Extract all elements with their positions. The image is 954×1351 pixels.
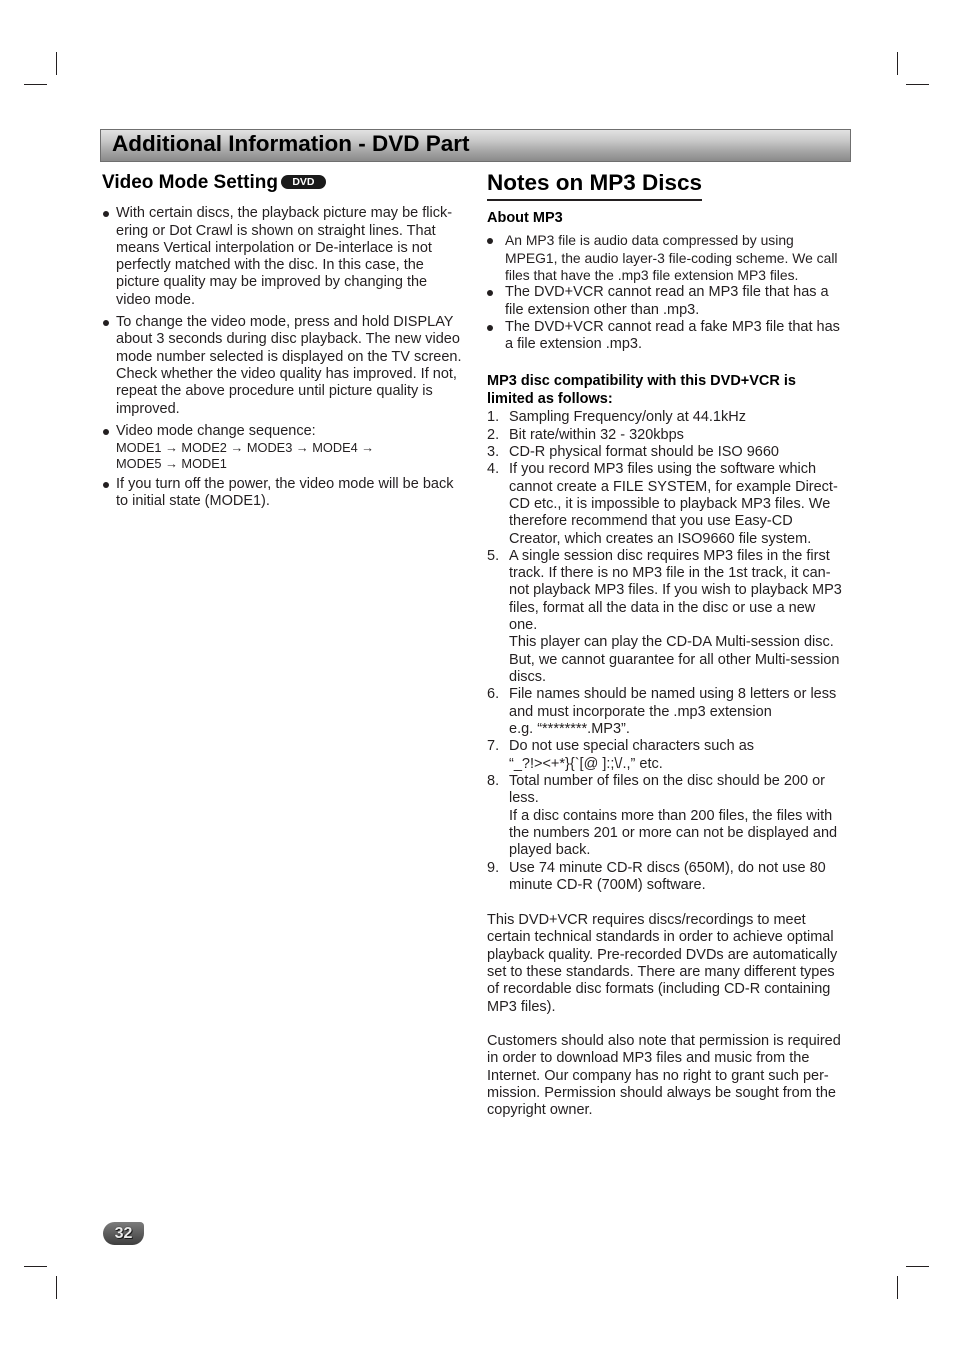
text-line: files that have the .mp3 file extension MP3 files. bbox=[505, 266, 799, 283]
item-number: 6. bbox=[487, 686, 500, 703]
text-line: A single session disc requires MP3 files in the first bbox=[509, 547, 830, 564]
numbered-item bbox=[487, 686, 851, 738]
text-line: and must incorporate the .mp3 extension bbox=[509, 703, 772, 720]
bullet-item bbox=[102, 205, 468, 309]
crop-mark bbox=[56, 1276, 57, 1299]
text-line: therefore recommend that you use Easy-CD bbox=[509, 513, 793, 530]
compatibility-list bbox=[487, 409, 851, 894]
bullet-dot bbox=[487, 325, 493, 331]
text-line: mode number selected is displayed on the TV screen. bbox=[116, 348, 462, 365]
text-line: one. bbox=[509, 617, 538, 634]
text-line: played back. bbox=[509, 842, 591, 859]
standards-paragraph bbox=[487, 912, 851, 1016]
item-number: 3. bbox=[487, 443, 500, 460]
item-number: 7. bbox=[487, 738, 500, 755]
text-line: discs. bbox=[509, 669, 547, 686]
text-line: less. bbox=[509, 790, 539, 807]
crop-mark bbox=[24, 1266, 47, 1267]
crop-mark bbox=[897, 1276, 898, 1299]
about-mp3-heading: About MP3 bbox=[487, 210, 563, 226]
text-line: Creator, which creates an ISO9660 file system. bbox=[509, 530, 812, 547]
text-line: This DVD+VCR requires discs/recordings to meet bbox=[487, 912, 806, 929]
numbered-item bbox=[487, 444, 851, 461]
text-line: files, format all the data in the disc or use a new bbox=[509, 599, 816, 616]
text-line: picture quality may be improved by changing the bbox=[116, 274, 428, 291]
numbered-item bbox=[487, 773, 851, 860]
text-line: Bit rate/within 32 - 320kbps bbox=[509, 426, 684, 443]
item-number: 5. bbox=[487, 547, 500, 564]
video-mode-heading: Video Mode Setting bbox=[102, 172, 278, 193]
text-line: The DVD+VCR cannot read a fake MP3 file that has bbox=[505, 318, 840, 335]
bullet-dot bbox=[103, 320, 109, 326]
text-line: mission. Permission should always be sought from the bbox=[487, 1085, 836, 1101]
text-line: Use 74 minute CD-R discs (650M), do not use 80 bbox=[509, 859, 826, 876]
text-line: If a disc contains more than 200 files, the files with bbox=[509, 807, 833, 824]
page-section-title: Additional Information - DVD Part bbox=[112, 131, 470, 156]
text-line: file extension other than .mp3. bbox=[505, 301, 700, 318]
numbered-item bbox=[487, 548, 851, 687]
text-line: Check whether the video quality has improved. If not, bbox=[116, 365, 457, 382]
page-number-tab bbox=[103, 1222, 144, 1245]
text-line: Internet. Our company has no right to grant such per- bbox=[487, 1067, 829, 1084]
text-line: certain technical standards in order to achieve optimal bbox=[487, 929, 834, 946]
text-line: minute CD-R (700M) software. bbox=[509, 877, 706, 894]
text-line: If you turn off the power, the video mode will be back bbox=[116, 476, 454, 493]
bullet-item bbox=[102, 423, 468, 471]
text-line: not playback MP3 files. If you wish to playback MP3 bbox=[509, 582, 842, 599]
text-line: “_?!><+*}{`[@ ]:;\/.,” etc. bbox=[509, 755, 663, 772]
video-mode-section bbox=[102, 171, 468, 516]
text-line: MP3 files). bbox=[487, 998, 556, 1015]
text-line: video mode. bbox=[116, 291, 195, 308]
text-line: CD etc., it is impossible to playback MP3 files. We bbox=[509, 495, 831, 512]
numbered-item bbox=[487, 461, 851, 548]
text-line: in order to download MP3 files and music from the bbox=[487, 1050, 810, 1067]
text-line: This player can play the CD-DA Multi-session disc. bbox=[509, 634, 834, 651]
numbered-item bbox=[487, 738, 851, 773]
text-line: MODE5 → MODE1 bbox=[116, 455, 227, 471]
text-line: An MP3 file is audio data compressed by using bbox=[505, 232, 794, 249]
bullet-item bbox=[487, 284, 851, 319]
bullet-item bbox=[487, 319, 851, 354]
text-line: a file extension .mp3. bbox=[505, 336, 643, 353]
text-line: CD-R physical format should be ISO 9660 bbox=[509, 443, 779, 460]
mp3-notes-heading: Notes on MP3 Discs bbox=[487, 170, 702, 201]
video-mode-bullet-list bbox=[102, 205, 468, 510]
item-number: 8. bbox=[487, 773, 500, 790]
bullet-dot bbox=[487, 290, 493, 296]
text-line: But, we cannot guarantee for all other Multi-session bbox=[509, 651, 840, 668]
numbered-item bbox=[487, 860, 851, 895]
mp3-notes-section bbox=[487, 170, 851, 1120]
text-line: perfectly matched with the disc. In this case, the bbox=[116, 257, 424, 274]
text-line: Video mode change sequence: bbox=[116, 422, 316, 439]
text-line: means Vertical interpolation or De-interlace is not bbox=[116, 239, 432, 256]
bullet-dot bbox=[103, 211, 109, 217]
numbered-item bbox=[487, 409, 851, 426]
text-line: Do not use special characters such as bbox=[509, 738, 755, 755]
text-line: set to these standards. There are many different types bbox=[487, 964, 835, 981]
item-number: 2. bbox=[487, 426, 500, 443]
text-line: File names should be named using 8 letters or less bbox=[509, 686, 837, 703]
crop-mark bbox=[906, 1266, 929, 1267]
bullet-dot bbox=[103, 429, 109, 435]
page-number: 32 bbox=[114, 1225, 133, 1242]
about-mp3-bullet-list bbox=[487, 232, 851, 353]
text-line: of recordable disc formats (including CD-R containing bbox=[487, 981, 831, 998]
video-mode-heading-row bbox=[102, 171, 468, 195]
bullet-item bbox=[102, 476, 468, 511]
text-line: to initial state (MODE1). bbox=[116, 493, 270, 510]
bullet-dot bbox=[103, 482, 109, 488]
text-line: Total number of files on the disc should be 200 or bbox=[509, 773, 825, 790]
text-line: track. If there is no MP3 file in the 1st track, it can- bbox=[509, 565, 831, 582]
item-number: 4. bbox=[487, 461, 500, 478]
text-line: The DVD+VCR cannot read an MP3 file that has a bbox=[505, 284, 829, 301]
permission-paragraph bbox=[487, 1033, 851, 1120]
text-line: limited as follows: bbox=[487, 390, 613, 407]
text-line: repeat the above procedure until picture quality is bbox=[116, 383, 433, 400]
text-line: e.g. “********.MP3”. bbox=[509, 721, 630, 738]
text-line: With certain discs, the playback picture may be flick- bbox=[116, 205, 453, 222]
text-line: copyright owner. bbox=[487, 1102, 593, 1119]
crop-mark bbox=[24, 84, 47, 85]
text-line: MPEG1, the audio layer-3 file-coding scheme. We call bbox=[505, 249, 838, 266]
text-line: MP3 disc compatibility with this DVD+VCR is bbox=[487, 372, 796, 389]
text-line: improved. bbox=[116, 400, 180, 417]
text-line: Customers should also note that permission is required bbox=[487, 1033, 841, 1050]
crop-mark bbox=[897, 52, 898, 75]
section-header-bar bbox=[100, 129, 851, 162]
bullet-dot bbox=[487, 238, 493, 244]
text-line: playback quality. Pre-recorded DVDs are automatically bbox=[487, 946, 838, 963]
crop-mark bbox=[906, 84, 929, 85]
text-line: MODE1 → MODE2 → MODE3 → MODE4 → bbox=[116, 440, 375, 456]
bullet-item bbox=[487, 232, 851, 284]
text-line: the numbers 201 or more can not be displayed and bbox=[509, 825, 838, 842]
compatibility-heading bbox=[487, 372, 851, 408]
text-line: ering or Dot Crawl is shown on straight lines. That bbox=[116, 222, 436, 239]
text-line: To change the video mode, press and hold DISPLAY bbox=[116, 314, 454, 331]
crop-mark bbox=[56, 52, 57, 75]
item-number: 1. bbox=[487, 409, 500, 426]
bullet-item bbox=[102, 314, 468, 418]
text-line: about 3 seconds during disc playback. The new video bbox=[116, 331, 460, 348]
item-number: 9. bbox=[487, 859, 500, 876]
numbered-item bbox=[487, 427, 851, 444]
dvd-badge: DVD bbox=[281, 175, 326, 189]
text-line: Sampling Frequency/only at 44.1kHz bbox=[509, 409, 746, 426]
text-line: If you record MP3 files using the software which bbox=[509, 461, 817, 478]
text-line: cannot create a FILE SYSTEM, for example Direct- bbox=[509, 478, 838, 495]
